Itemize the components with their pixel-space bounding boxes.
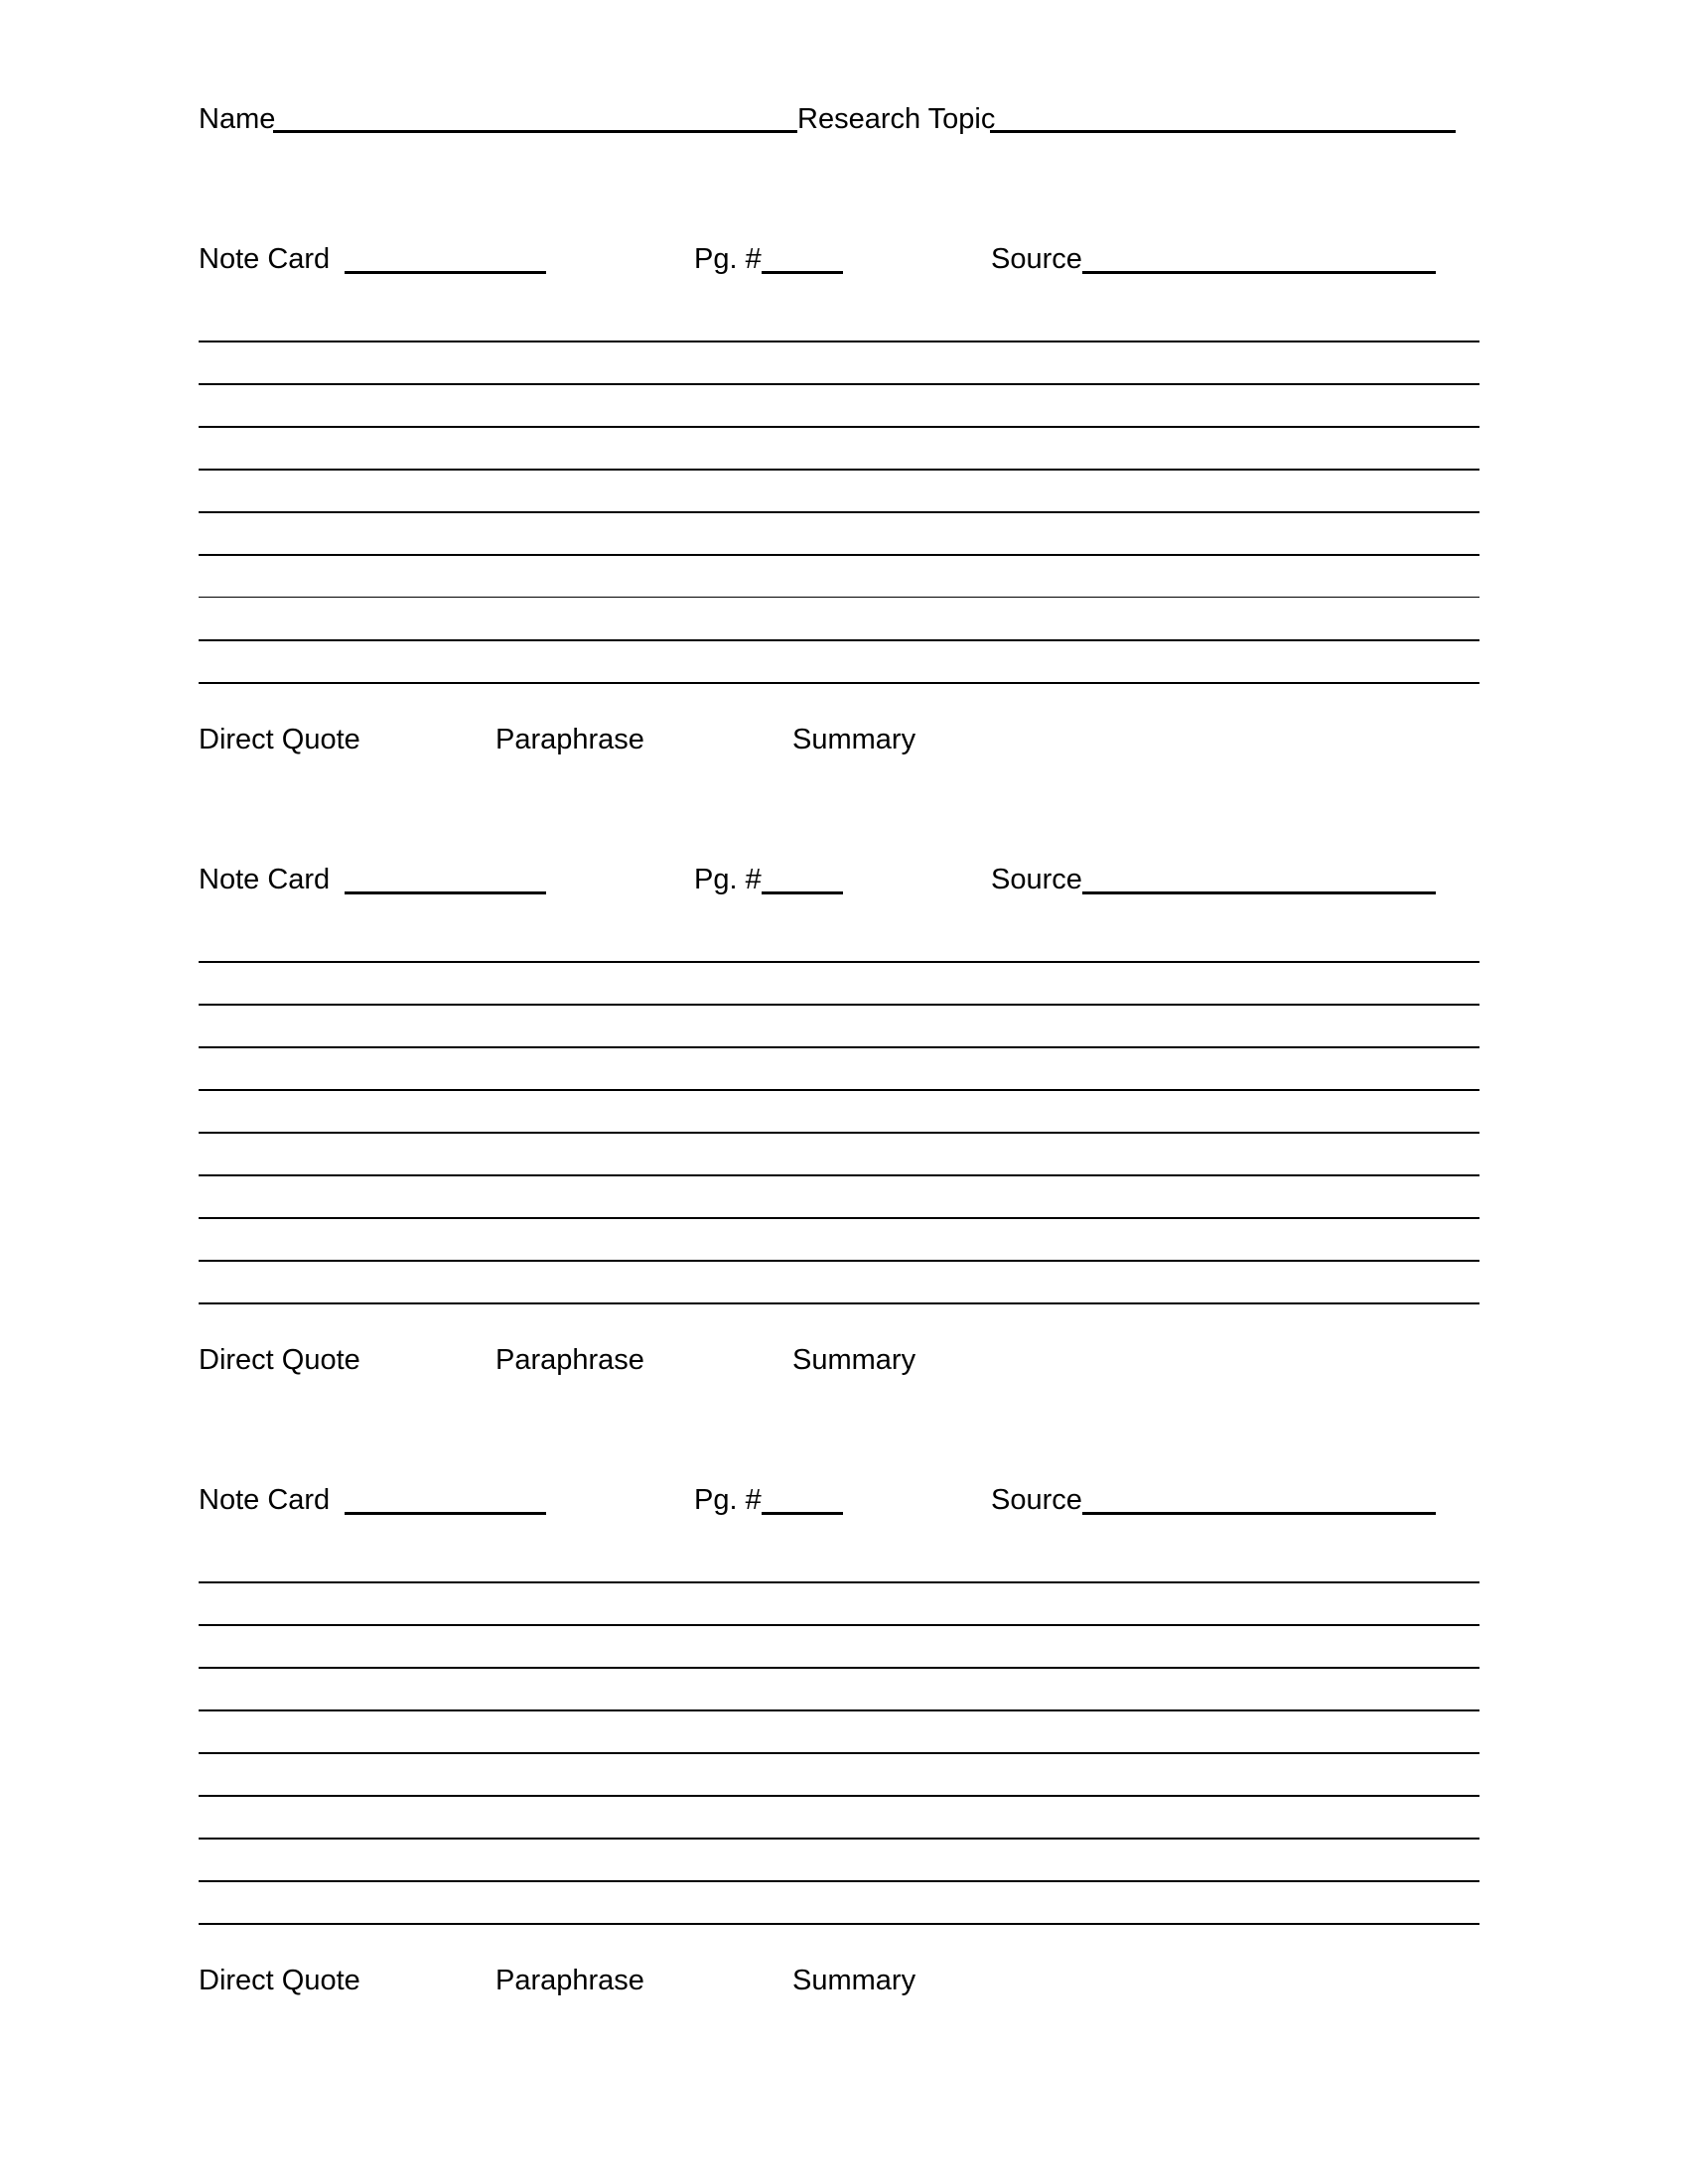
direct-quote-option[interactable]: Direct Quote <box>199 724 360 755</box>
writing-line[interactable] <box>199 597 1479 598</box>
page-number-label: Pg. # <box>694 864 762 895</box>
writing-line[interactable] <box>199 426 1479 428</box>
writing-line[interactable] <box>199 1795 1479 1797</box>
note-card-label: Note Card <box>199 1484 331 1516</box>
direct-quote-option[interactable]: Direct Quote <box>199 1344 360 1376</box>
note-card-number-field[interactable] <box>345 1512 546 1515</box>
note-card-number-field[interactable] <box>345 891 546 894</box>
page-number-field[interactable] <box>762 271 843 274</box>
writing-line[interactable] <box>199 1709 1479 1711</box>
source-field[interactable] <box>1082 891 1436 894</box>
page-number-field[interactable] <box>762 1512 843 1515</box>
summary-option[interactable]: Summary <box>792 1344 916 1376</box>
paraphrase-option[interactable]: Paraphrase <box>495 724 644 755</box>
note-card-3 <box>0 1241 1688 1996</box>
paraphrase-option[interactable]: Paraphrase <box>495 1965 644 1996</box>
note-card-1 <box>0 0 1688 755</box>
writing-line[interactable] <box>199 1089 1479 1091</box>
writing-line[interactable] <box>199 341 1479 342</box>
note-card-label: Note Card <box>199 243 331 275</box>
page-number-label: Pg. # <box>694 1484 762 1516</box>
writing-line[interactable] <box>199 1667 1479 1669</box>
research-topic-label: Research Topic <box>797 103 996 135</box>
writing-line[interactable] <box>199 1880 1479 1882</box>
direct-quote-option[interactable]: Direct Quote <box>199 1965 360 1996</box>
writing-line[interactable] <box>199 383 1479 385</box>
source-field[interactable] <box>1082 271 1436 274</box>
name-label: Name <box>199 103 276 135</box>
writing-line[interactable] <box>199 1217 1479 1219</box>
writing-line[interactable] <box>199 1174 1479 1176</box>
summary-option[interactable]: Summary <box>792 1965 916 1996</box>
source-label: Source <box>991 1484 1082 1516</box>
note-card-2 <box>0 620 1688 1376</box>
writing-line[interactable] <box>199 1752 1479 1754</box>
writing-line[interactable] <box>199 1046 1479 1048</box>
writing-line[interactable] <box>199 511 1479 513</box>
writing-line[interactable] <box>199 1132 1479 1134</box>
source-field[interactable] <box>1082 1512 1436 1515</box>
writing-line[interactable] <box>199 1923 1479 1925</box>
writing-line[interactable] <box>199 1581 1479 1583</box>
source-label: Source <box>991 864 1082 895</box>
source-label: Source <box>991 243 1082 275</box>
page-number-field[interactable] <box>762 891 843 894</box>
writing-line[interactable] <box>199 469 1479 471</box>
writing-line[interactable] <box>199 1624 1479 1626</box>
note-card-label: Note Card <box>199 864 331 895</box>
paraphrase-option[interactable]: Paraphrase <box>495 1344 644 1376</box>
writing-line[interactable] <box>199 961 1479 963</box>
writing-line[interactable] <box>199 554 1479 556</box>
writing-line[interactable] <box>199 1004 1479 1006</box>
writing-line[interactable] <box>199 1838 1479 1840</box>
note-card-number-field[interactable] <box>345 271 546 274</box>
summary-option[interactable]: Summary <box>792 724 916 755</box>
page-number-label: Pg. # <box>694 243 762 275</box>
